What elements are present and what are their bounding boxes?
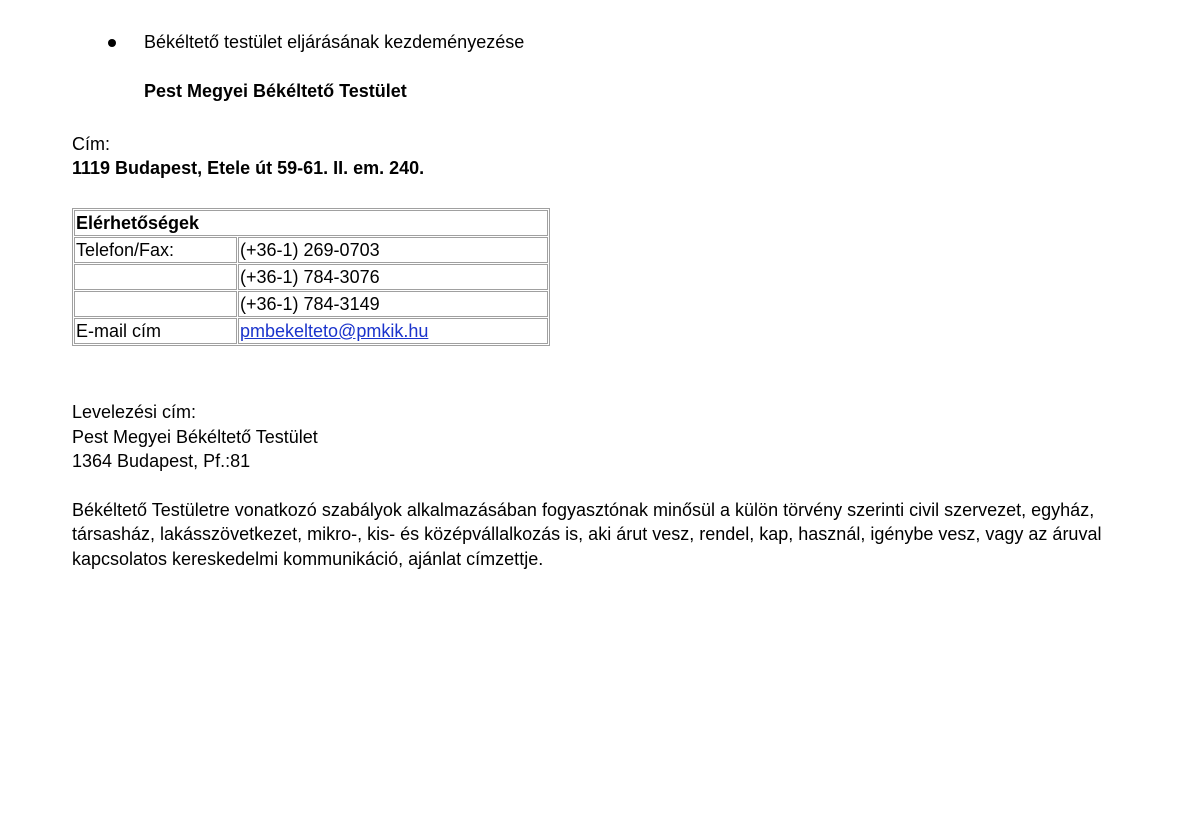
contacts-table [72,208,550,346]
empty-cell [74,291,237,317]
address-value: 1119 Budapest, Etele út 59-61. II. em. 240. [72,158,425,178]
email-label: E-mail cím [74,318,237,344]
table-row [74,237,548,263]
mailing-label: Levelezési cím: [72,402,197,422]
bullet-item-text: Békéltető testület eljárásának kezdeményezése [144,32,525,52]
mailing-address-block [72,400,318,474]
mailing-name: Pest Megyei Békéltető Testület [72,426,318,447]
phone-number: (+36-1) 269-0703 [238,237,548,263]
table-row [74,318,548,344]
table-row [74,264,548,290]
phone-number: (+36-1) 784-3149 [238,291,548,317]
bullet-dot-icon [108,39,116,47]
mailing-address: 1364 Budapest, Pf.:81 [72,451,251,471]
phone-number: (+36-1) 784-3076 [238,264,548,290]
table-row [74,210,548,236]
email-link[interactable]: pmbekelteto@pmkik.hu [240,321,429,341]
email-cell [238,318,548,344]
organization-title: Pest Megyei Békéltető Testület [144,81,407,101]
empty-cell [74,264,237,290]
contacts-heading: Elérhetőségek [74,210,548,236]
table-row [74,291,548,317]
consumer-definition-paragraph: Békéltető Testületre vonatkozó szabályok alkalmazásában fogyasztónak minősül a külön törvény szerinti civil szervezet, egyház, társasház, lakásszövetkezet, mikro-, kis- és középvállalkozás is, aki árut vesz, rendel, kap, használ, igénybe vesz, vagy az áruval kapcsolatos kereskedelmi kommunikáció, ajánlat címzettje. [72,500,1102,569]
phone-label: Telefon/Fax: [74,237,237,263]
bullet-marker [108,30,116,54]
address-label: Cím: [72,134,110,154]
